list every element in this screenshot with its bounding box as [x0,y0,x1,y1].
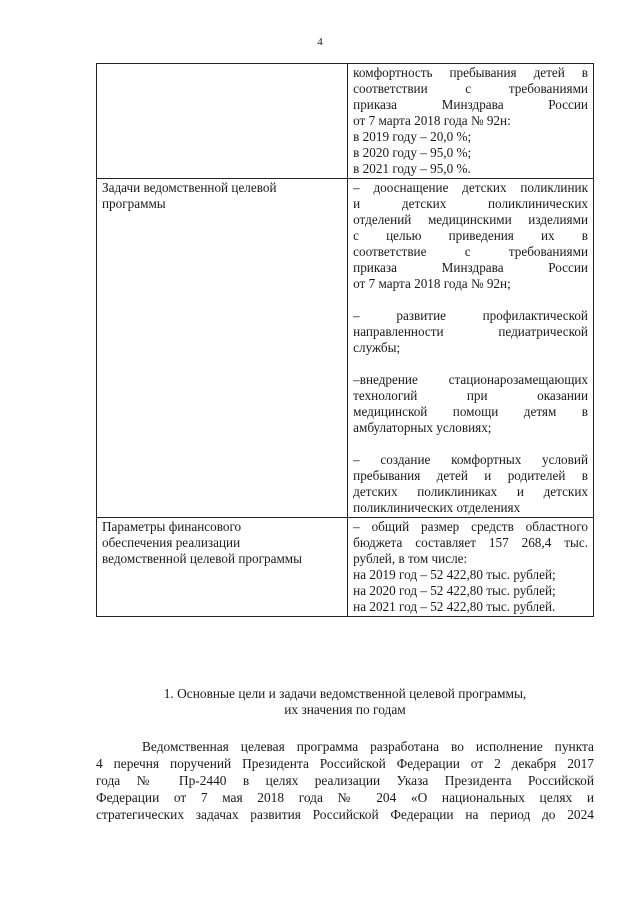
text-line: поликлинических отделениях [353,500,521,515]
table-cell-comfort-indicator [348,64,594,179]
text-line: – общий размер средств областного [353,519,588,534]
body-paragraph [96,738,594,823]
text-line: на 2020 год – 52 422,80 тыс. рублей; [353,583,556,598]
text-line: амбулаторных условиях; [353,420,492,435]
section-heading [96,686,594,718]
table-cell-empty [97,64,348,179]
text-line: приказа Минздрава России [353,97,588,112]
text-line: в 2020 году – 95,0 %; [353,145,472,160]
text-line: Задачи ведомственной целевой [102,180,277,195]
text-line: медицинской помощи детям в [353,404,588,419]
text-line: – создание комфортных условий [353,452,588,467]
table-cell-tasks [348,179,594,518]
text-line: – развитие профилактической [353,308,588,323]
table-row [97,64,594,179]
paragraph-line: года № Пр-2440 в целях реализации Указа Президента Российской [96,773,594,788]
text-line: с целью приведения их в [353,228,588,243]
paragraph-line: Федерации от 7 мая 2018 года № 204 «О национальных целях и [96,790,594,805]
text-line: соответствие с требованиями [353,244,588,259]
text-line: от 7 марта 2018 года № 92н; [353,276,511,291]
text-line: ведомственной целевой программы [102,551,302,566]
text-line: от 7 марта 2018 года № 92н: [353,113,511,128]
passport-table [96,63,594,617]
text-line: соответствии с требованиями [353,81,588,96]
text-line: на 2021 год – 52 422,80 тыс. рублей. [353,599,556,614]
heading-line: их значения по годам [284,702,406,717]
text-line: обеспечения реализации [102,535,241,550]
text-line: бюджета составляет 157 268,4 тыс. [353,535,588,550]
paragraph-line: Ведомственная целевая программа разработана во исполнение пункта [142,739,594,754]
text-line: направленности педиатрической [353,324,588,339]
text-line: рублей, в том числе: [353,551,468,566]
text-line: –внедрение стационарозамещающих [353,372,588,387]
table-cell-finance-label [97,518,348,617]
text-line: службы; [353,340,401,355]
text-line: отделений медицинскими изделиями [353,212,588,227]
text-line: приказа Минздрава России [353,260,588,275]
text-line: в 2021 году – 95,0 %. [353,161,471,176]
table-cell-finance [348,518,594,617]
text-line: и детских поликлинических [353,196,588,211]
text-line: в 2019 году – 20,0 %; [353,129,472,144]
text-line: технологий при оказании [353,388,588,403]
table-cell-tasks-label [97,179,348,518]
text-line: на 2019 год – 52 422,80 тыс. рублей; [353,567,556,582]
text-line: пребывания детей и родителей в [353,468,588,483]
paragraph-line: 4 перечня поручений Президента Российской Федерации от 2 декабря 2017 [96,756,594,771]
table-row [97,518,594,617]
text-line: – дооснащение детских поликлиник [353,180,588,195]
text-line: комфортность пребывания детей в [353,65,588,80]
text-line: Параметры финансового [102,519,242,534]
page-number: 4 [317,36,323,48]
table-row [97,179,594,518]
heading-line: 1. Основные цели и задачи ведомственной целевой программы, [163,686,527,701]
text-line: программы [102,196,166,211]
text-line: детских поликлиниках и детских [353,484,588,499]
paragraph-line: стратегических задачах развития Российской Федерации на период до 2024 [96,807,594,822]
